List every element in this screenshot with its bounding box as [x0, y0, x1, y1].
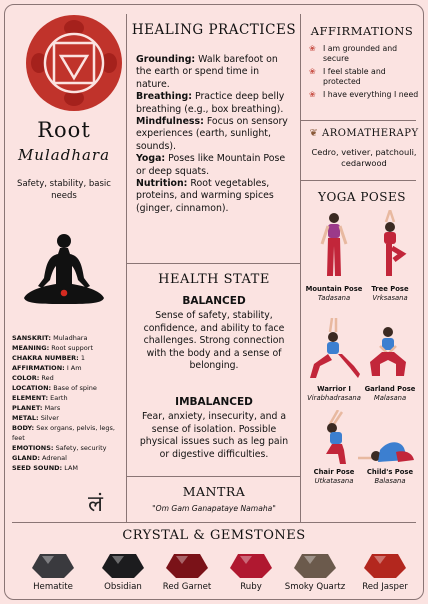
chakra-fact-value: Sex organs, pelvis, legs, feet: [12, 424, 115, 442]
chakra-fact-label: LOCATION:: [12, 384, 52, 392]
chakra-fact-label: COLOR:: [12, 374, 40, 382]
health-state-title: HEALTH STATE: [158, 272, 270, 287]
garland-pose-figure: [366, 324, 410, 384]
chakra-fact-label: METAL:: [12, 414, 39, 422]
chakra-fact: [12, 453, 124, 463]
crystal-stone-icon: [350, 550, 420, 584]
chakra-fact-label: ELEMENT:: [12, 394, 49, 402]
chakra-fact-value: I Am: [66, 364, 82, 372]
chakra-fact-value: Muladhara: [53, 334, 88, 342]
pose-name: Mountain Pose: [305, 285, 363, 293]
healing-item: Breathing: Practice deep belly breathing (e.g., box breathing).: [136, 91, 285, 115]
pose-sanskrit: Tadasana: [317, 294, 351, 302]
chakra-fact-label: AFFIRMATION:: [12, 364, 65, 372]
meditation-figure-icon: [16, 232, 112, 312]
balanced-title: BALANCED: [182, 295, 246, 307]
chakra-fact: [12, 403, 124, 413]
crystal-name: Smoky Quartz: [284, 582, 346, 592]
yoga-poses-title: YOGA POSES: [318, 190, 406, 204]
crystal-stone-icon: [280, 550, 350, 584]
balanced-text: Sense of safety, stability, confidence, and ability to face challenges. Strong connection with the body and a sense of belonging.: [143, 310, 285, 372]
crystal-name: Obsidian: [104, 582, 142, 592]
pose-sanskrit: Virabhadrasana: [307, 394, 361, 402]
chakra-fact-label: SANSKRIT:: [12, 334, 51, 342]
root-chakra-symbol-icon: [25, 14, 123, 112]
pose-name: Tree Pose: [371, 285, 409, 293]
warrior-pose-figure: [306, 318, 362, 384]
pose-name: Child's Pose: [366, 468, 414, 476]
chakra-fact-value: Adrenal: [42, 454, 67, 462]
divider: [300, 14, 301, 522]
chakra-fact-value: Root support: [51, 344, 93, 352]
crystal-name: Red Jasper: [362, 582, 408, 592]
pose-sanskrit: Malasana: [373, 394, 407, 402]
mantra-text: "Om Gam Ganapataye Namaha": [152, 504, 276, 513]
chakra-name: Root: [37, 118, 91, 142]
pose-name: Chair Pose: [313, 468, 355, 476]
imbalanced-text: Fear, anxiety, insecurity, and a sense of isolation. Possible physical issues such as leg pain or digestive difficulties.: [139, 411, 289, 460]
affirmations-list: [309, 44, 421, 104]
chakra-fact-value: Mars: [44, 404, 61, 412]
chakra-fact-value: Silver: [40, 414, 59, 422]
chakra-fact: [12, 463, 124, 473]
healing-practices-list: [136, 54, 294, 215]
chakra-fact: [12, 393, 124, 403]
divider: [300, 120, 416, 121]
chakra-facts: [12, 333, 124, 473]
chakra-fact-label: MEANING:: [12, 344, 50, 352]
imbalanced-title: IMBALANCED: [175, 396, 253, 408]
pose-name: Warrior I: [317, 385, 351, 393]
crystal-stone-icon: [18, 550, 88, 584]
lotus-icon: ❀: [309, 67, 316, 76]
divider: [126, 476, 300, 477]
divider: [126, 263, 300, 264]
chakra-fact-value: Base of spine: [53, 384, 97, 392]
chakra-fact: [12, 373, 124, 383]
pose-sanskrit: Vrksasana: [372, 294, 408, 302]
chakra-fact-value: 1: [80, 354, 85, 362]
chakra-description: Safety, stability, basic needs: [17, 179, 111, 201]
crystal-stone-icon: [88, 550, 158, 584]
healing-item: Nutrition: Root vegetables, proteins, and warming spices (ginger, cinnamon).: [136, 178, 274, 214]
seed-syllable-glyph: लं: [88, 492, 103, 517]
pose-sanskrit: Balasana: [374, 477, 406, 485]
chakra-fact: [12, 343, 124, 353]
mantra-title: MANTRA: [182, 484, 246, 499]
chakra-sanskrit-name: Muladhara: [17, 146, 111, 164]
chakra-fact: [12, 423, 124, 443]
chakra-fact-label: PLANET:: [12, 404, 43, 412]
affirmation-item: ❀ I have everything I need: [309, 90, 419, 99]
lotus-icon: ❀: [309, 90, 316, 99]
chair-pose-figure: [316, 410, 356, 470]
crystal-stone-icon: [152, 550, 222, 584]
crystal-stone-icon: [216, 550, 286, 584]
healing-item: Grounding: Walk barefoot on the earth or spend time in nature.: [136, 54, 278, 90]
aromatherapy-title: ❦ AROMATHERAPY: [309, 128, 419, 139]
chakra-fact-value: Safety, security: [55, 444, 107, 452]
chakra-fact-label: EMOTIONS:: [12, 444, 54, 452]
oil-bottle-icon: ❦: [309, 128, 319, 139]
chakra-fact: [12, 353, 124, 363]
chakra-fact-value: Earth: [50, 394, 68, 402]
aromatherapy-text: Cedro, vetiver, patchouli, cedarwood: [311, 147, 417, 168]
lotus-icon: ❀: [309, 44, 316, 53]
chakra-fact-value: LAM: [64, 464, 79, 472]
pose-name: Garland Pose: [364, 385, 416, 393]
mountain-pose-figure: [316, 210, 352, 284]
divider: [300, 180, 416, 181]
affirmations-title: AFFIRMATIONS: [310, 24, 414, 38]
healing-item: Mindfulness: Focus on sensory experiences (earth, sunlight, sounds).: [136, 116, 288, 152]
crystals-title: CRYSTAL & GEMSTONES: [122, 528, 306, 543]
child-pose-figure: [358, 436, 418, 468]
healing-practices-title: HEALING PRACTICES: [131, 22, 297, 38]
affirmation-item: ❀ I feel stable and protected: [309, 67, 386, 86]
affirmation-item: ❀ I am grounded and secure: [309, 44, 398, 63]
chakra-fact: [12, 413, 124, 423]
tree-pose-figure: [372, 210, 408, 284]
divider: [12, 522, 416, 523]
chakra-fact: [12, 363, 124, 373]
chakra-fact-label: GLAND:: [12, 454, 40, 462]
chakra-fact: [12, 443, 124, 453]
chakra-fact: [12, 333, 124, 343]
crystal-name: Red Garnet: [162, 582, 212, 592]
healing-item: Yoga: Poses like Mountain Pose or deep squats.: [136, 153, 286, 177]
chakra-fact-value: Red: [41, 374, 54, 382]
chakra-fact-label: BODY:: [12, 424, 35, 432]
crystal-name: Ruby: [240, 582, 262, 592]
chakra-fact-label: SEED SOUND:: [12, 464, 63, 472]
crystal-name: Hematite: [33, 582, 73, 592]
chakra-fact: [12, 383, 124, 393]
divider: [126, 14, 127, 522]
pose-sanskrit: Utkatasana: [314, 477, 354, 485]
chakra-fact-label: CHAKRA NUMBER:: [12, 354, 79, 362]
